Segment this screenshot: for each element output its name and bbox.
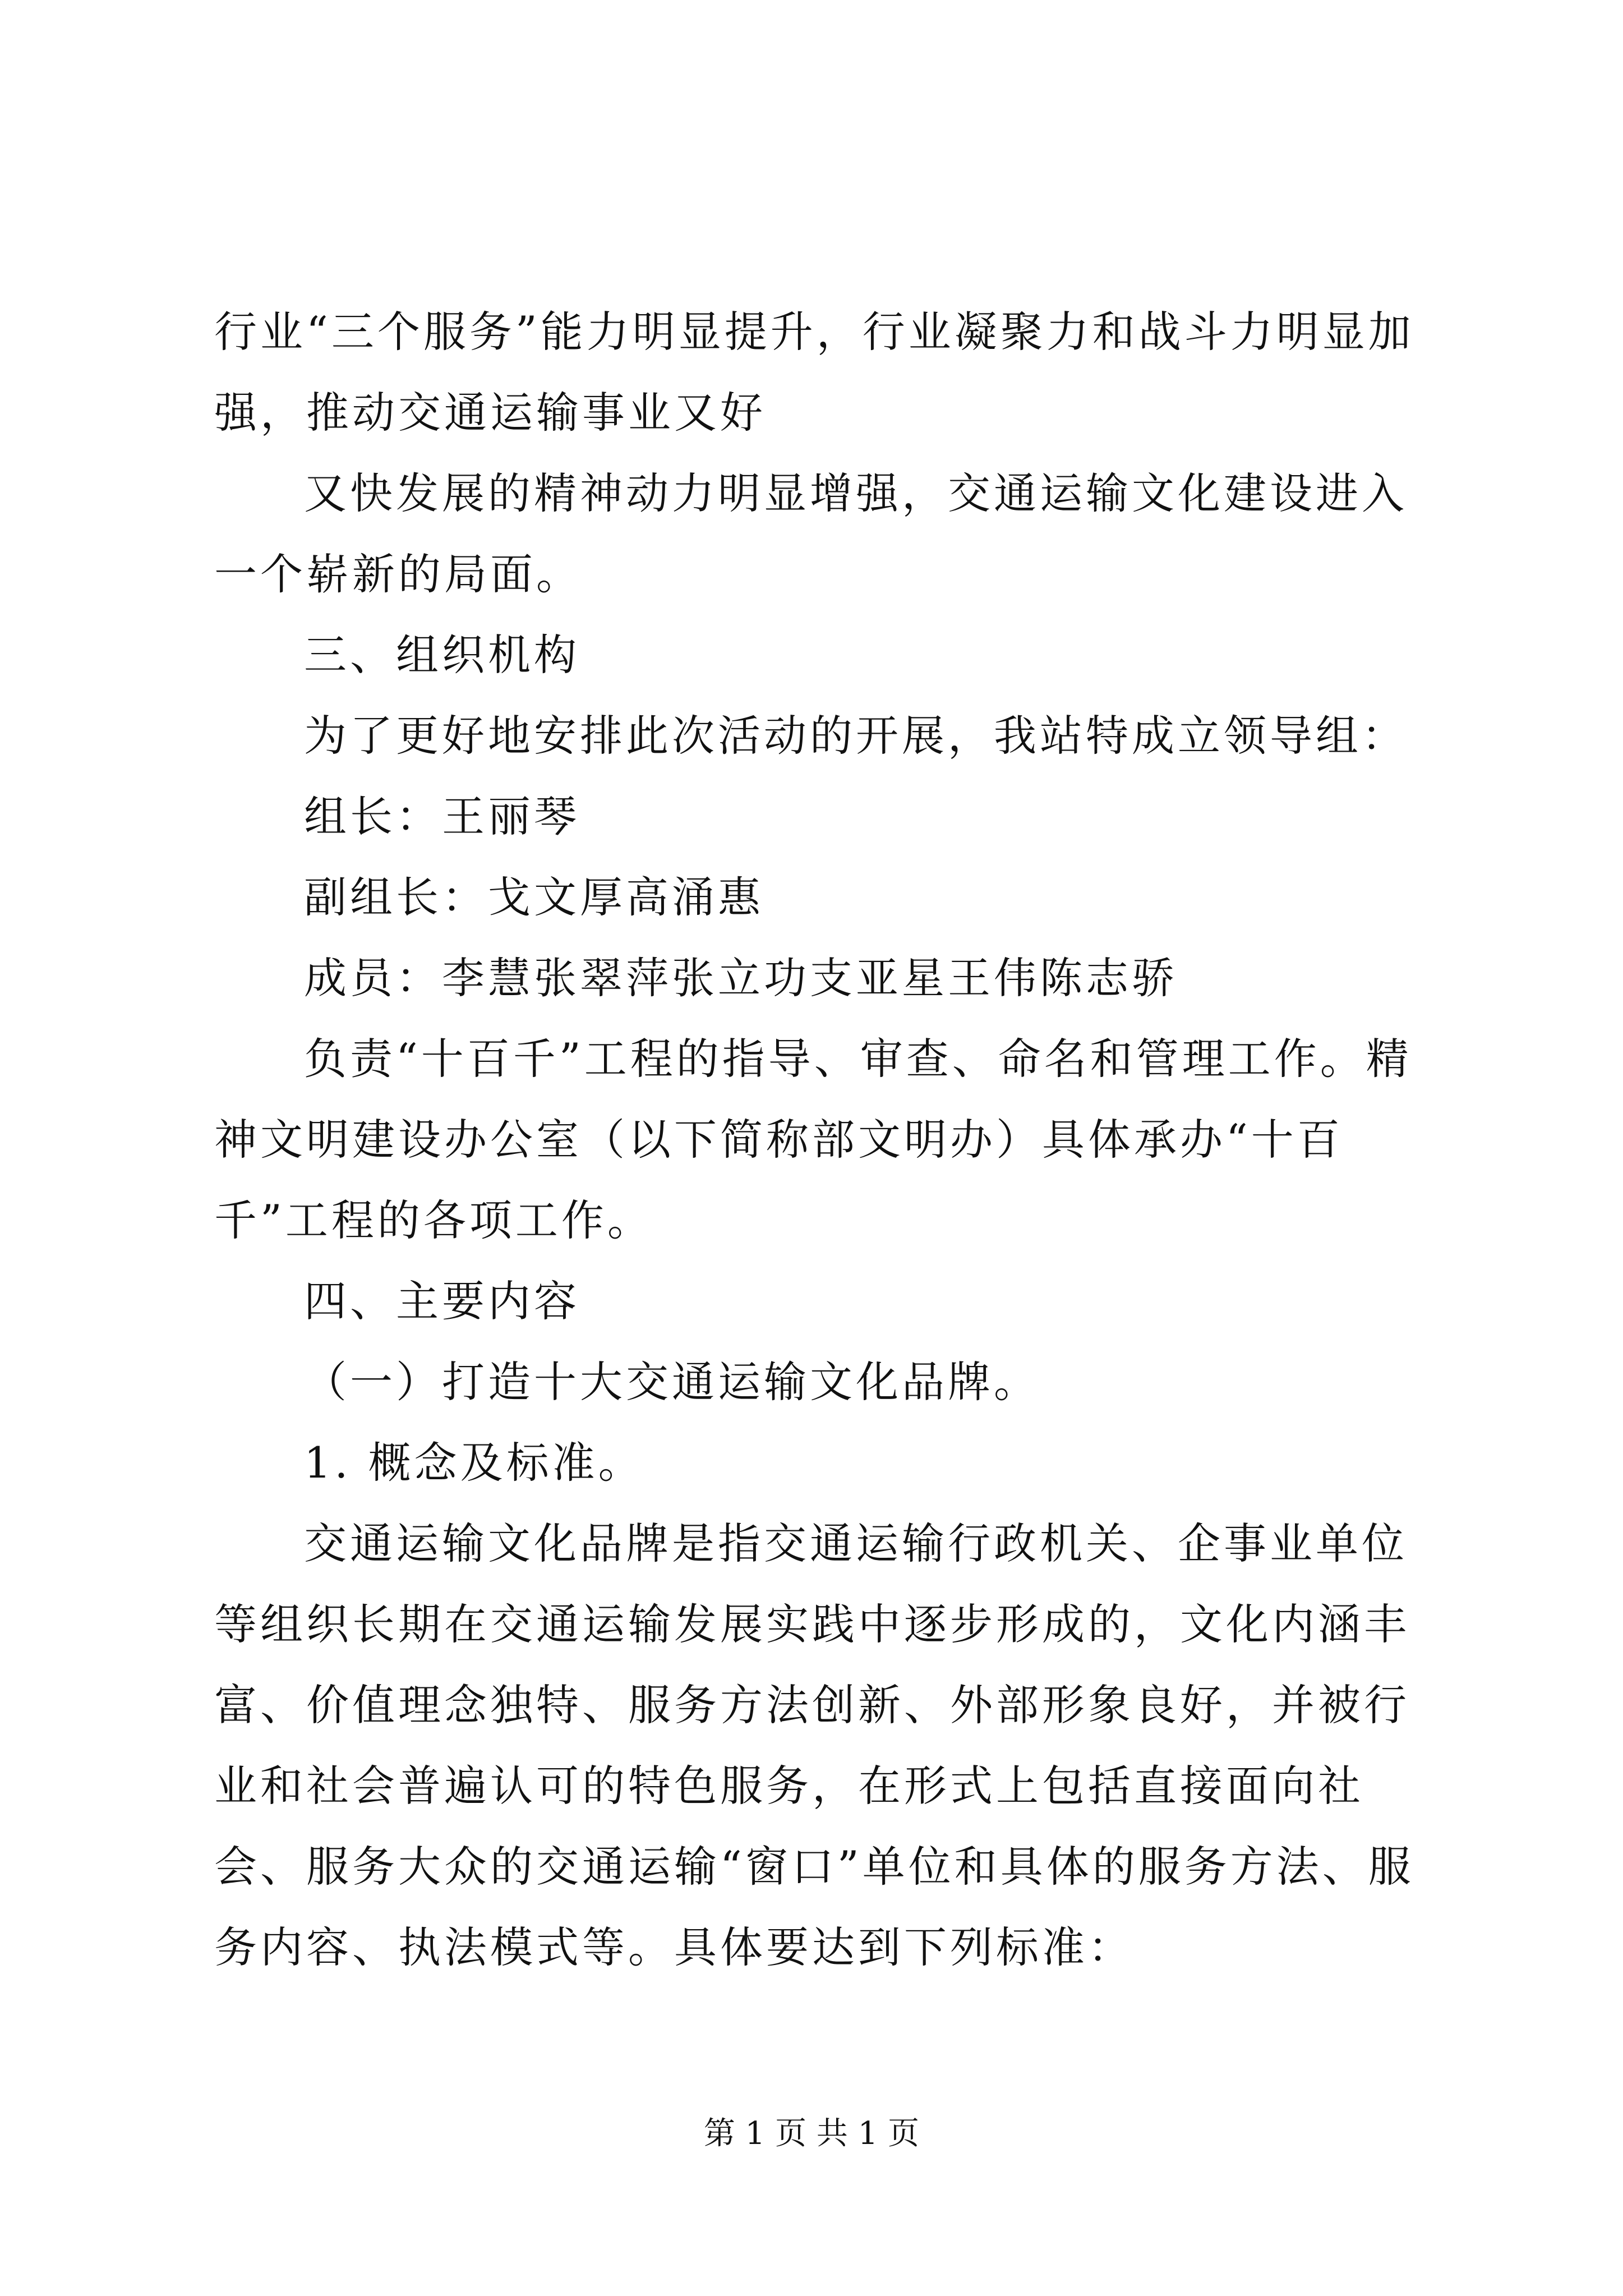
paragraph: 行业“三个服务”能力明显提升，行业凝聚力和战斗力明显加强，推动交通运输事业又好 (214, 307, 1414, 438)
paragraph: 组长：王丽琴 (304, 792, 580, 841)
page-footer: 第 1 页 共 1 页 (703, 2115, 920, 2152)
subsection-heading: （一）打造十大交通运输文化品牌。 (304, 1357, 1040, 1407)
section-heading: 四、主要内容 (304, 1276, 580, 1326)
paragraph: 成员：李慧张翠萍张立功支亚星王伟陈志骄 (304, 953, 1178, 1003)
paragraph: 副组长：戈文厚高涌惠 (304, 872, 764, 922)
subsection-heading: 1. 概念及标准。 (304, 1438, 644, 1488)
document-body (214, 292, 1448, 1988)
paragraph: 为了更好地安排此次活动的开展，我站特成立领导组： (304, 711, 1408, 761)
paragraph: 负责“十百千”工程的指导、审查、命名和管理工作。精神文明建设办公室（以下简称部文明办）具体承办“十百千”工程的各项工作。 (214, 1034, 1412, 1245)
paragraph: 又快发展的精神动力明显增强，交通运输文化建设进入一个崭新的局面。 (214, 468, 1408, 599)
section-heading: 三、组织机构 (304, 630, 580, 680)
paragraph: 交通运输文化品牌是指交通运输行政机关、企事业单位等组织长期在交通运输发展实践中逐步形成的，文化内涵丰富、价值理念独特、服务方法创新、外部形象良好，并被行业和社会普遍认可的特色服务，在形式上包括直接面向社会、服务大众的交通运输“窗口”单位和具体的服务方法、服务内容、执法模式等。具体要达到下列标准： (214, 1519, 1414, 1972)
